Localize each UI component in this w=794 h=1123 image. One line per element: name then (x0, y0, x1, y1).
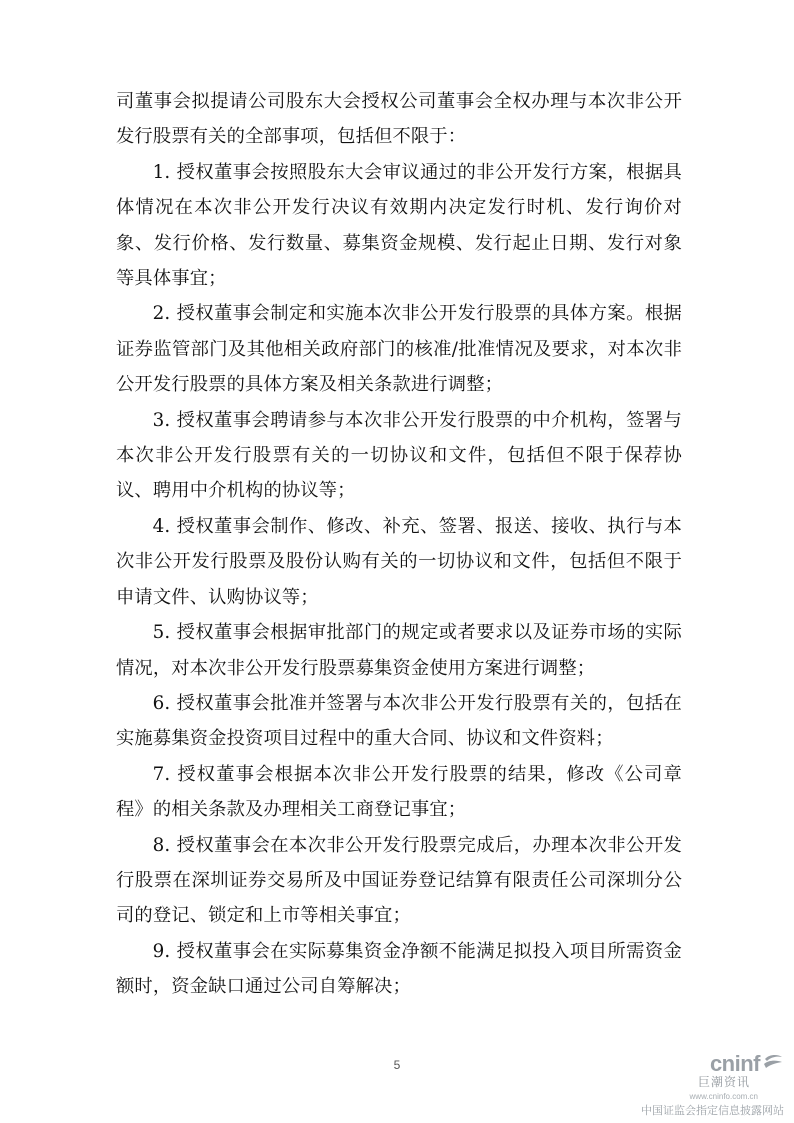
document-body (116, 84, 682, 1005)
list-item-9: 9. 授权董事会在实际募集资金净额不能满足拟投入项目所需资金额时，资金缺口通过公司自筹解决； (116, 940, 682, 998)
logo-text: cninf (709, 1051, 760, 1076)
list-item-1: 1. 授权董事会按照股东大会审议通过的非公开发行方案，根据具体情况在本次非公开发行决议有效期内决定发行时机、发行询价对象、发行价格、发行数量、募集资金规模、发行起止日期、发行对象等具体事宜； (116, 161, 682, 290)
list-item-8: 8. 授权董事会在本次非公开发行股票完成后，办理本次非公开发行股票在深圳证券交易所及中国证券登记结算有限责任公司深圳分公司的登记、锁定和上市等相关事宜； (116, 834, 682, 927)
page-number: 5 (393, 1058, 401, 1072)
list-item-6: 6. 授权董事会批准并签署与本次非公开发行股票有关的，包括在实施募集资金投资项目过程中的重大合同、协议和文件资料； (116, 692, 682, 750)
list-item-4: 4. 授权董事会制作、修改、补充、签署、报送、接收、执行与本次非公开发行股票及股份认购有关的一切协议和文件，包括但不限于申请文件、认购协议等； (116, 515, 682, 608)
list-item-5: 5. 授权董事会根据审批部门的规定或者要求以及证券市场的实际情况，对本次非公开发行股票募集资金使用方案进行调整； (116, 622, 682, 679)
paragraph-intro: 司董事会拟提请公司股东大会授权公司董事会全权办理与本次非公开发行股票有关的全部事项，包括但不限于： (116, 91, 682, 148)
watermark-cn-name: 巨潮资讯 (697, 1075, 750, 1089)
cninfo-swirl-icon (762, 1053, 784, 1075)
list-item-3: 3. 授权董事会聘请参与本次非公开发行股票的中介机构，签署与本次非公开发行股票有关的一切协议和文件，包括但不限于保荐协议、聘用中介机构的协议等； (116, 409, 682, 502)
cninfo-watermark (634, 1053, 784, 1118)
list-item-7: 7. 授权董事会根据本次非公开发行股票的结果，修改《公司章程》的相关条款及办理相关工商登记事宜； (116, 763, 682, 821)
watermark-tagline: 中国证监会指定信息披露网站 (641, 1104, 784, 1117)
cninfo-logo (710, 1053, 784, 1075)
list-item-2: 2. 授权董事会制定和实施本次非公开发行股票的具体方案。根据证券监管部门及其他相关政府部门的核准/批准情况及要求，对本次非公开发行股票的具体方案及相关条款进行调整； (116, 303, 682, 396)
watermark-url: www.cninfo.com.cn (689, 1092, 758, 1101)
